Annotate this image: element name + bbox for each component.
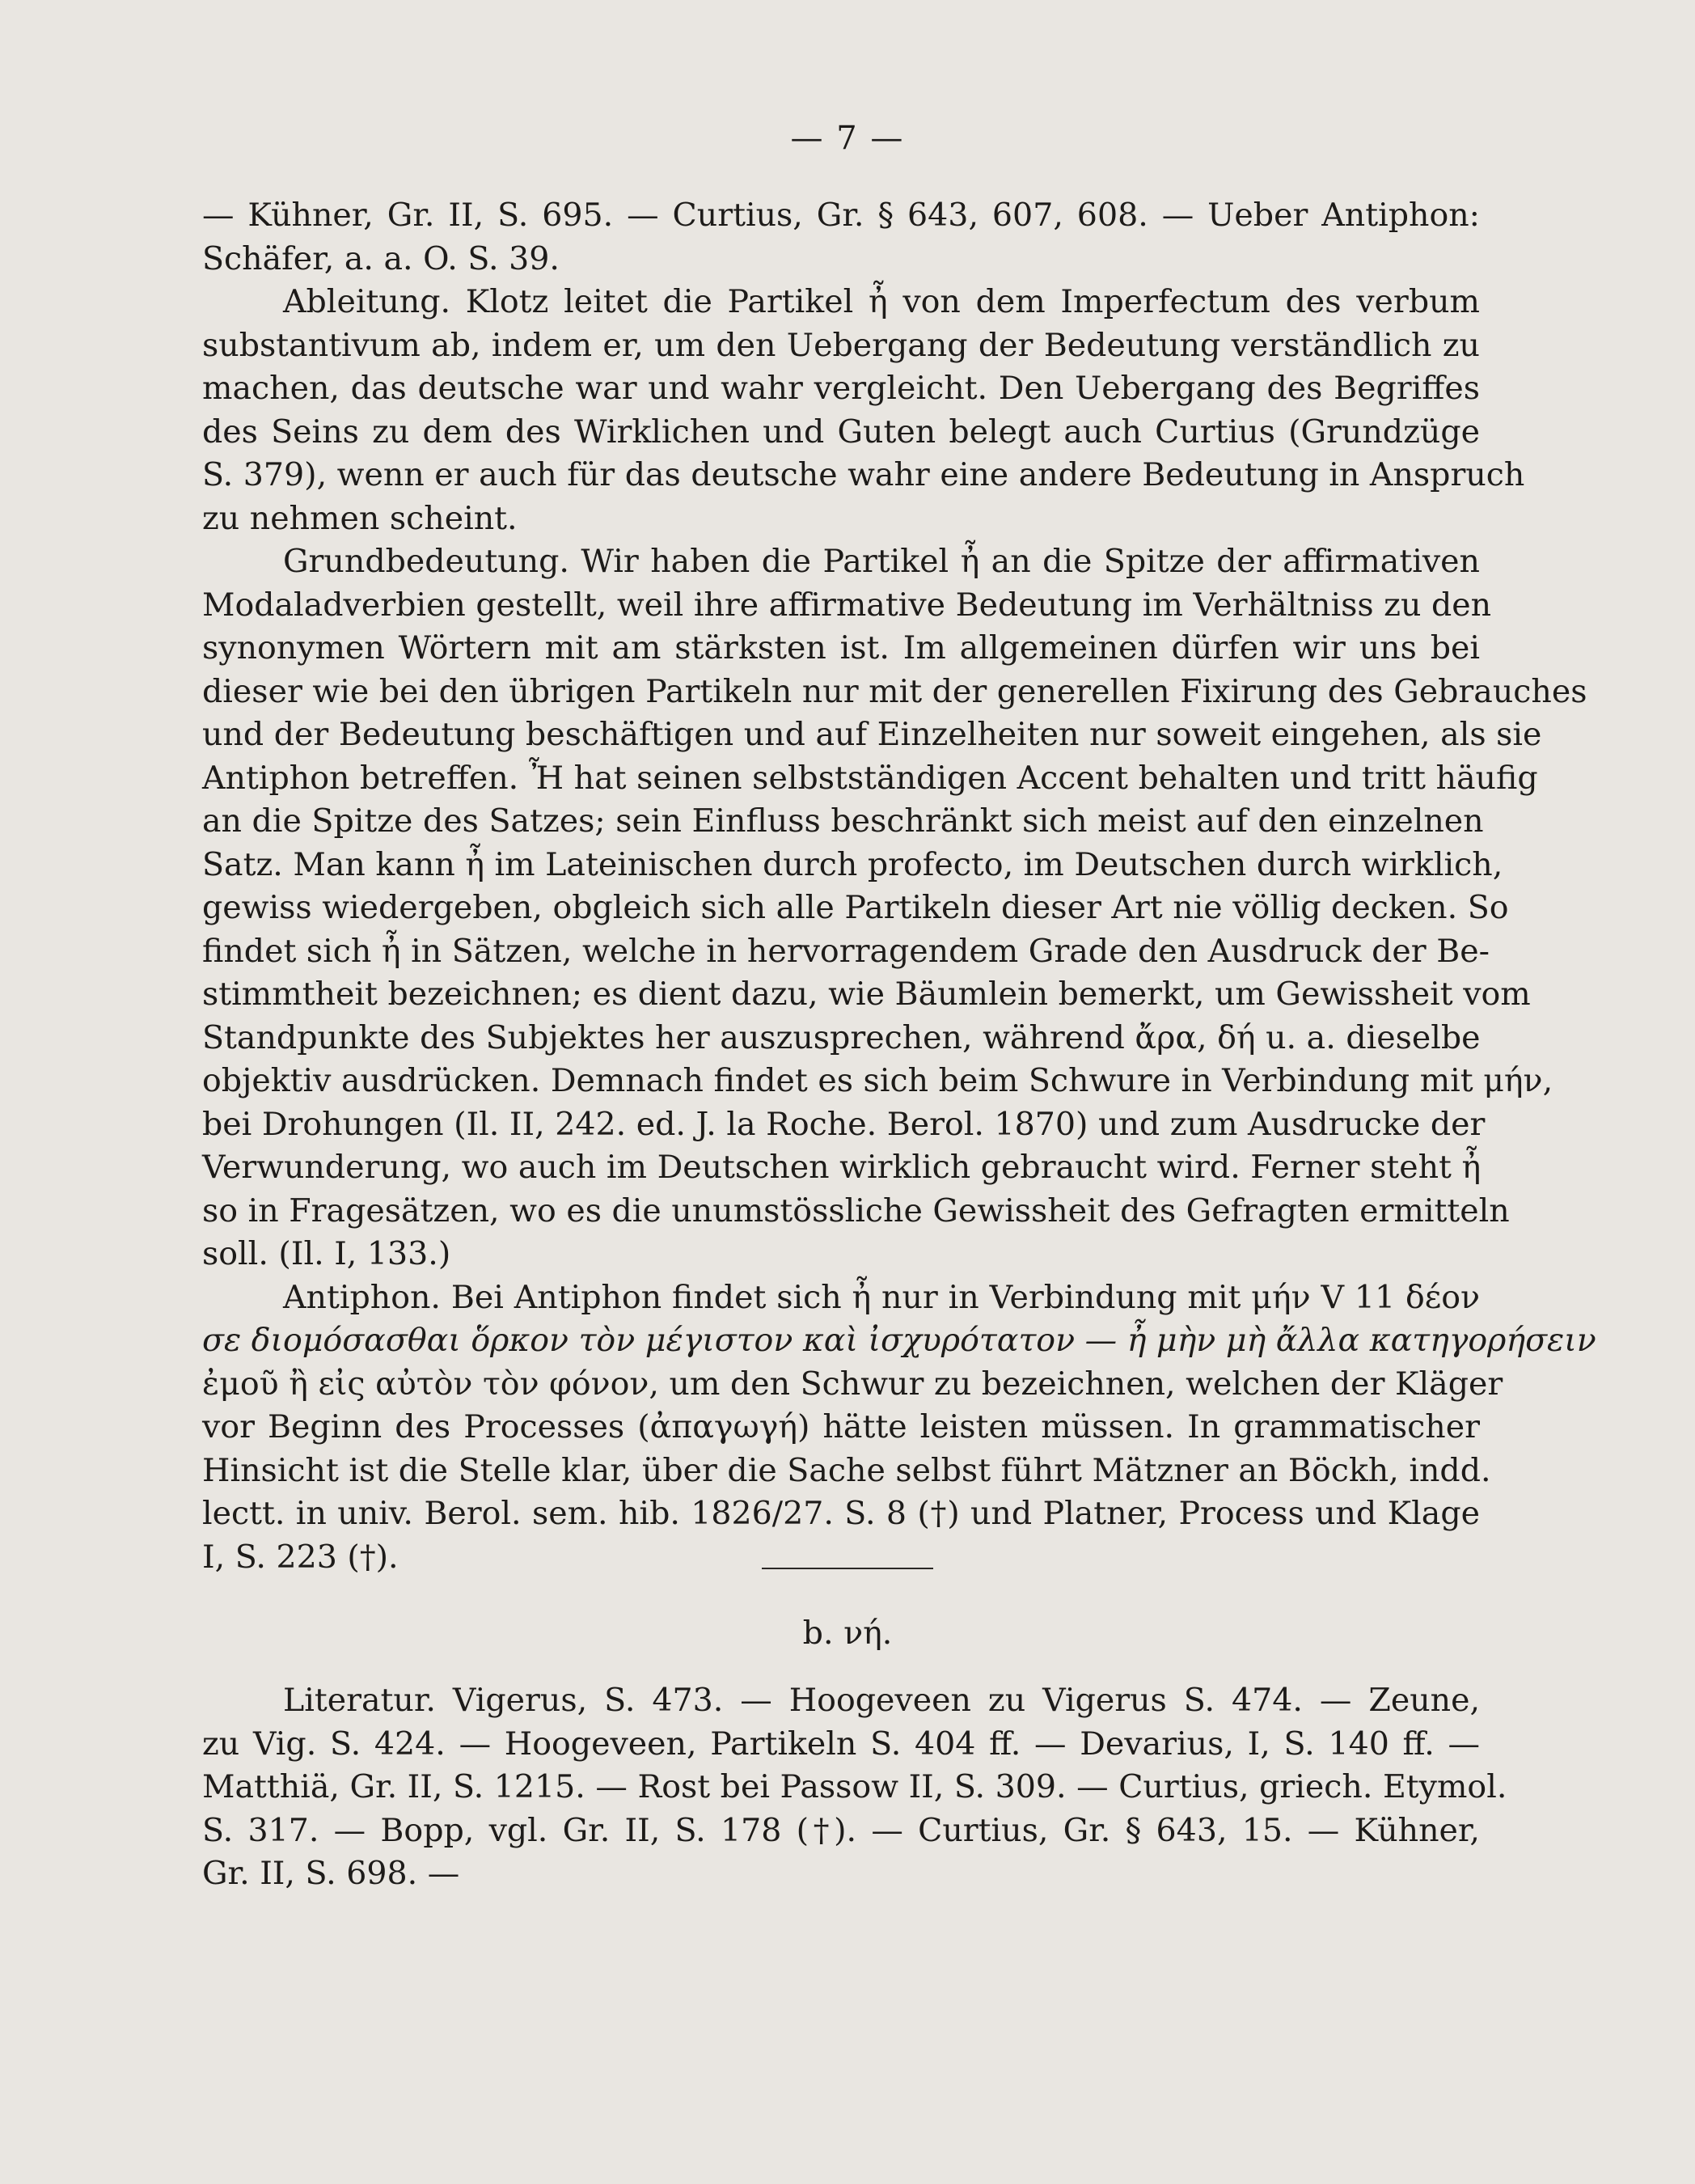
text-line: lectt. in univ. Berol. sem. hib. 1826/27. S. 8 (†) und Platner, Process und Klage [202, 1495, 1480, 1532]
text-line-literatur: Literatur. Vigerus, S. 473. — Hoogeveen zu Vigerus S. 474. — Zeune, [283, 1682, 1480, 1719]
text-line: gewiss wiedergeben, obgleich sich alle Partikeln dieser Art nie völlig decken. So [202, 889, 1509, 926]
text-line: an die Spitze des Satzes; sein Einfluss beschränkt sich meist auf den einzelnen [202, 802, 1484, 840]
text-line: dieser wie bei den übrigen Partikeln nur mit der generellen Fixirung des Gebrauches [202, 672, 1587, 710]
main-text [202, 194, 1596, 1579]
text-line: zu nehmen scheint. [202, 499, 518, 537]
text-line: machen, das deutsche war und wahr vergleicht. Den Uebergang des Begriffes [202, 370, 1480, 407]
text-line: findet sich ἦ in Sätzen, welche in hervorragendem Grade den Ausdruck der Be- [202, 932, 1490, 970]
text-line: Antiphon betreffen. Ἦ hat seinen selbstständigen Accent behalten und tritt häufig [202, 759, 1538, 797]
text-line: Matthiä, Gr. II, S. 1215. — Rost bei Passow II, S. 309. — Curtius, griech. Etymol. [202, 1768, 1507, 1805]
text-line-ableitung: Ableitung. Klotz leitet die Partikel ἦ von dem Imperfectum des verbum [283, 283, 1480, 320]
text-line: stimmtheit bezeichnen; es dient dazu, wie Bäumlein bemerkt, um Gewissheit vom [202, 976, 1531, 1013]
literature-text [202, 1679, 1507, 1896]
section-heading: b. νή. [802, 1615, 893, 1652]
text-line: Gr. II, S. 698. — [202, 1855, 460, 1892]
text-line: soll. (Il. I, 133.) [202, 1235, 451, 1272]
text-line: vor Beginn des Processes (ἀπαγωγή) hätte leisten müssen. In grammatischer [202, 1408, 1480, 1445]
page-number: — 7 — [790, 120, 905, 157]
text-line: des Seins zu dem des Wirklichen und Guten belegt auch Curtius (Grundzüge [202, 413, 1480, 451]
text-line: Satz. Man kann ἦ im Lateinischen durch profecto, im Deutschen durch wirklich, [202, 845, 1503, 883]
text-line: Schäfer, a. a. O. S. 39. [202, 239, 560, 277]
text-line-antiphon: Antiphon. Bei Antiphon findet sich ἦ nur in Verbindung mit μήν V 11 δέον [283, 1278, 1480, 1316]
text-line: Verwunderung, wo auch im Deutschen wirklich gebraucht wird. Ferner steht ἦ [202, 1149, 1482, 1186]
text-line: substantivum ab, indem er, um den Uebergang der Bedeutung verständlich zu [202, 326, 1480, 364]
text-line: Standpunkte des Subjektes her auszusprechen, während ἄρα, δή u. a. dieselbe [202, 1018, 1481, 1056]
text-line: — Kühner, Gr. II, S. 695. — Curtius, Gr. § 643, 607, 608. — Ueber Antiphon: [202, 197, 1480, 234]
text-line: so in Fragesätzen, wo es die unumstössliche Gewissheit des Gefragten ermitteln [202, 1191, 1510, 1230]
text-line: ἐμοῦ ἢ εἰς αὐτὸν τὸν φόνον, um den Schwur zu bezeichnen, welchen der Kläger [202, 1365, 1503, 1403]
text-line: zu Vig. S. 424. — Hoogeveen, Partikeln S. 404 ff. — Devarius, I, S. 140 ff. — [202, 1725, 1480, 1763]
text-line: bei Drohungen (Il. II, 242. ed. J. la Roche. Berol. 1870) und zum Ausdrucke der [202, 1105, 1486, 1143]
text-line: I, S. 223 (†). [202, 1538, 399, 1576]
text-line: S. 379), wenn er auch für das deutsche wahr eine andere Bedeutung in Anspruch [202, 456, 1525, 493]
text-line: synonymen Wörtern mit am stärksten ist. Im allgemeinen dürfen wir uns bei [202, 629, 1480, 667]
text-line: Hinsicht ist die Stelle klar, über die Sache selbst führt Mätzner an Böckh, indd. [202, 1451, 1491, 1489]
text-line: S. 317. — Bopp, vgl. Gr. II, S. 178 (†). — Curtius, Gr. § 643, 15. — Kühner, [202, 1811, 1480, 1849]
text-line-grundbedeutung: Grundbedeutung. Wir haben die Partikel ἦ an die Spitze der affirmativen [283, 543, 1480, 580]
text-line: Modaladverbien gestellt, weil ihre affirmative Bedeutung im Verhältniss zu den [202, 586, 1492, 624]
section-divider [762, 1568, 933, 1569]
text-line: und der Bedeutung beschäftigen und auf Einzelheiten nur soweit eingehen, als sie [202, 716, 1542, 753]
text-line: objektiv ausdrücken. Demnach findet es sich beim Schwure in Verbindung mit μήν, [202, 1062, 1553, 1099]
text-line-greek: σε διομόσασθαι ὅρκον τὸν μέγιστον καὶ ἰσχυρότατον — ἦ μὴν μὴ ἄλλα κατηγορήσειν [202, 1322, 1596, 1359]
